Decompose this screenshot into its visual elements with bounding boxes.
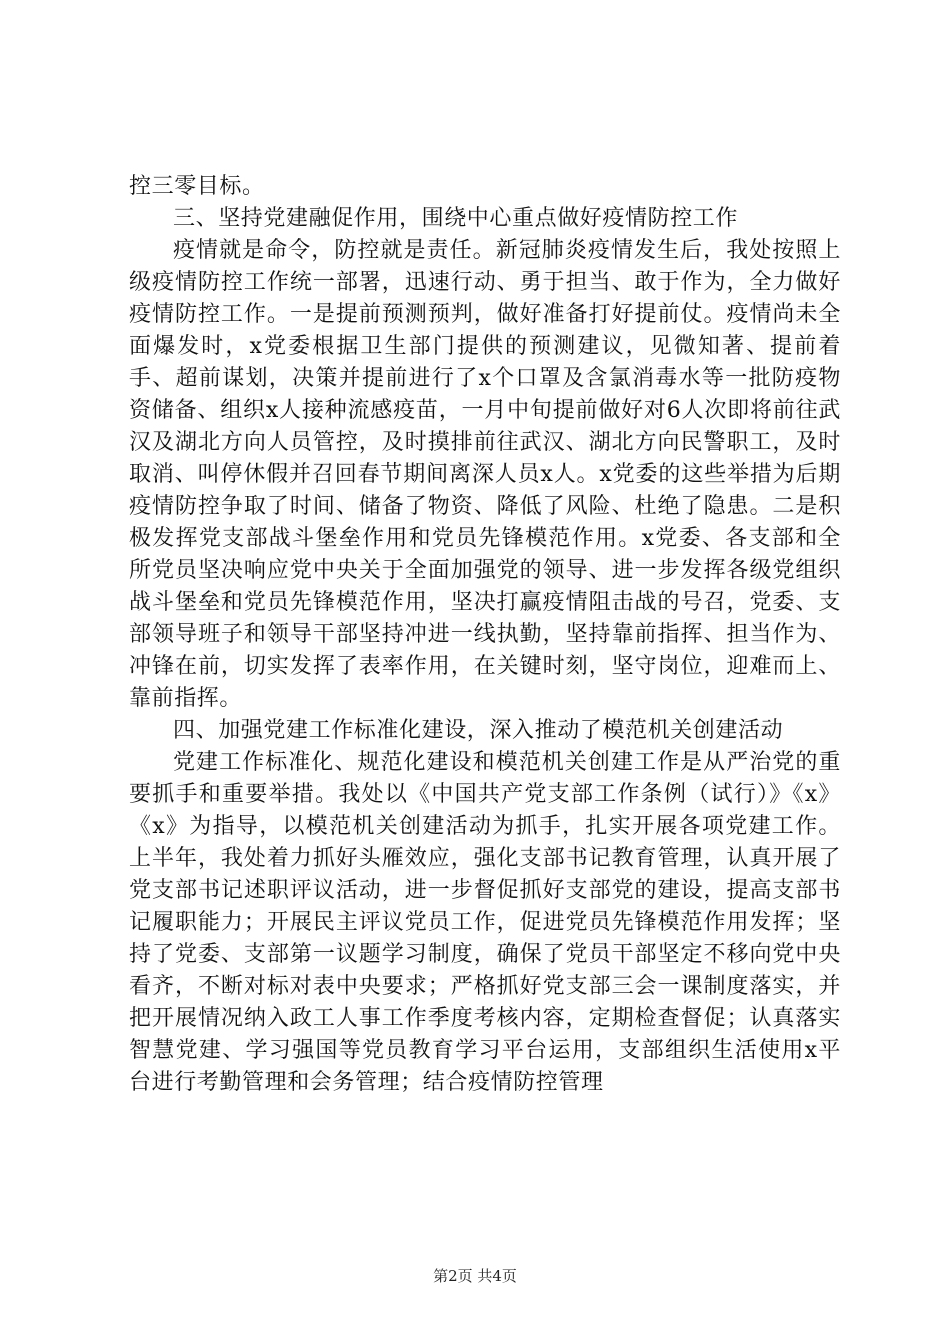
page-footer [0,1266,950,1286]
paragraph-party-standardization: 党建工作标准化、规范化建设和模范机关创建工作是从严治党的重要抓手和重要举措。我处以《中国共产党支部工作条例（试行）》《x》《x》为指导，以模范机关创建活动为抓手，扎实开展各项党建工作。上半年，我处着力抓好头雁效应，强化支部书记教育管理，认真开展了党支部书记述职评议活动，进一步督促抓好支部党的建设，提高支部书记履职能力；开展民主评议党员工作，促进党员先锋模范作用发挥；坚持了党委、支部第一议题学习制度，确保了党员干部坚定不移向党中央看齐，不断对标对表中央要求；严格抓好党支部三会一课制度落实，并把开展情况纳入政工人事工作季度考核内容，定期检查督促；认真落实智慧党建、学习强国等党员教育学习平台运用，支部组织生活使用x平台进行考勤管理和会务管理；结合疫情防控管理 [129,750,841,1095]
page-number: 第2页 共4页 [433,1267,517,1285]
paragraph-continuation: 控三零目标。 [129,174,265,199]
section-heading-4: 四、加强党建工作标准化建设，深入推动了模范机关创建活动 [173,718,784,743]
section-heading-3: 三、坚持党建融促作用，围绕中心重点做好疫情防控工作 [173,206,739,231]
paragraph-epidemic-control: 疫情就是命令，防控就是责任。新冠肺炎疫情发生后，我处按照上级疫情防控工作统一部署，迅速行动、勇于担当、敢于作为，全力做好疫情防控工作。一是提前预测预判，做好准备打好提前仗。疫情尚未全面爆发时，x党委根据卫生部门提供的预测建议，见微知著、提前着手、超前谋划，决策并提前进行了x个口罩及含氯消毒水等一批防疫物资储备、组织x人接种流感疫苗，一月中旬提前做好对6人次即将前往武汉及湖北方向人员管控，及时摸排前往武汉、湖北方向民警职工，及时取消、叫停休假并召回春节期间离深人员x人。x党委的这些举措为后期疫情防控争取了时间、储备了物资、降低了风险、杜绝了隐患。二是积极发挥党支部战斗堡垒作用和党员先锋模范作用。x党委、各支部和全所党员坚决响应党中央关于全面加强党的领导、进一步发挥各级党组织战斗堡垒和党员先锋模范作用，坚决打赢疫情阻击战的号召，党委、支部领导班子和领导干部坚持冲进一线执勤，坚持靠前指挥、担当作为、冲锋在前，切实发挥了表率作用，在关键时刻，坚守岗位，迎难而上、靠前指挥。 [129,238,841,711]
document-body [129,171,841,1099]
